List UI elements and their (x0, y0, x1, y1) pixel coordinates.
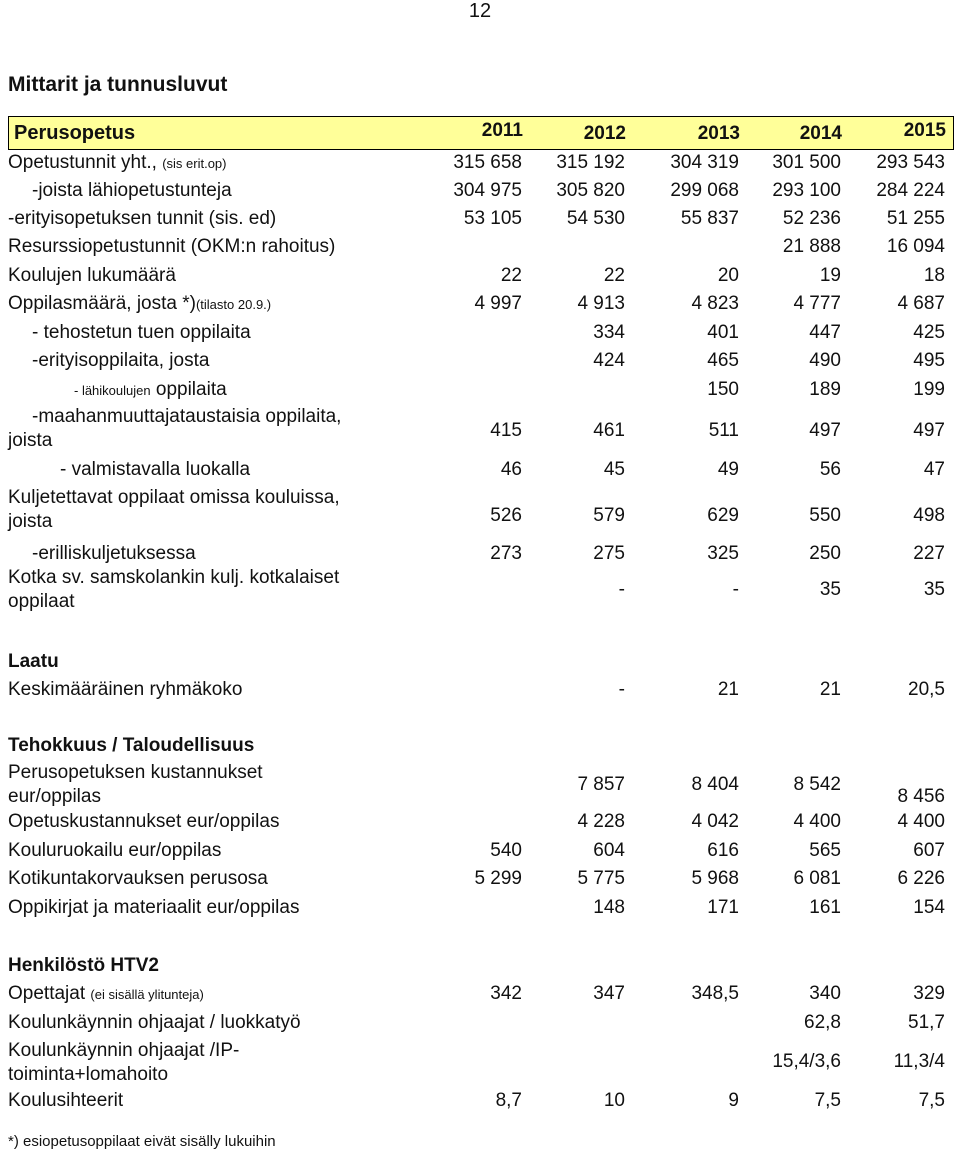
henkilosto-section (8, 953, 952, 1116)
cell: 8 456 (897, 786, 945, 807)
year-2013: 2013 (697, 123, 740, 144)
cell: 22 (603, 265, 625, 286)
cell: 401 (707, 322, 739, 343)
cell: 189 (809, 379, 841, 400)
table-row (8, 263, 952, 291)
row-label: Kuljetettavat oppilaat omissa kouluissa, (8, 487, 340, 508)
table-row (8, 677, 952, 705)
cell: 424 (593, 350, 625, 371)
section-title: Laatu (8, 651, 59, 672)
table-row (8, 150, 952, 178)
cell: 21 (819, 679, 841, 700)
row-label: - tehostetun tuen oppilaita (32, 322, 251, 343)
cell: 304 319 (670, 152, 739, 173)
cell: 334 (593, 322, 625, 343)
table-row (8, 320, 952, 348)
cell: 19 (819, 265, 841, 286)
cell: 10 (603, 1090, 625, 1111)
table-row (8, 981, 952, 1010)
row-label: Kouluruokailu eur/oppilas (8, 840, 222, 861)
cell: 415 (490, 420, 522, 441)
cell: 5 775 (577, 868, 625, 889)
cell: 4 228 (577, 811, 625, 832)
row-label-cont: joista (8, 511, 53, 532)
table-row (8, 234, 952, 263)
section-title-row (8, 649, 952, 677)
row-label: Oppikirjat ja materiaalit eur/oppilas (8, 897, 300, 918)
row-label: Opetustunnit yht., (sis erit.op) (8, 152, 227, 173)
cell: 7,5 (918, 1090, 945, 1111)
cell: 49 (717, 459, 739, 480)
footnote: *) esiopetusoppilaat eivät sisälly lukuihin (8, 1133, 276, 1150)
cell: 579 (593, 505, 625, 526)
table-row (8, 1088, 952, 1116)
perusopetus-table (8, 150, 952, 622)
cell: 51 255 (886, 208, 945, 229)
row-label: Kotikuntakorvauksen perusosa (8, 868, 268, 889)
cell: 21 888 (782, 236, 841, 257)
year-2014: 2014 (799, 123, 842, 144)
cell: - (732, 579, 739, 600)
cell: 11,3/4 (893, 1051, 945, 1072)
row-label: Koulunkäynnin ohjaajat / luokkatyö (8, 1012, 301, 1033)
page-title: Mittarit ja tunnusluvut (8, 73, 228, 96)
cell: 52 236 (782, 208, 841, 229)
row-label: Koulujen lukumäärä (8, 265, 176, 286)
cell: 526 (490, 505, 522, 526)
cell: 4 777 (793, 293, 841, 314)
cell: 497 (809, 420, 841, 441)
cell: 22 (500, 265, 522, 286)
cell: 315 658 (453, 152, 522, 173)
cell: 497 (913, 420, 945, 441)
cell: 304 975 (453, 180, 522, 201)
cell: 250 (809, 543, 841, 564)
cell: 425 (913, 322, 945, 343)
cell: 275 (593, 543, 625, 564)
row-label: Perusopetuksen kustannukset (8, 762, 263, 783)
cell: 227 (913, 543, 945, 564)
cell: 62,8 (804, 1012, 841, 1033)
cell: 604 (593, 840, 625, 861)
header-row (8, 116, 954, 150)
cell: 199 (913, 379, 945, 400)
header-label: Perusopetus (14, 122, 136, 144)
table-row (8, 809, 952, 838)
cell: 161 (809, 897, 841, 918)
row-label: Resurssiopetustunnit (OKM:n rahoitus) (8, 236, 336, 257)
cell: 20 (717, 265, 739, 286)
page-number: 12 (468, 0, 492, 22)
cell: 6 226 (897, 868, 945, 889)
cell: 315 192 (556, 152, 625, 173)
row-label: -erityisoppilaita, josta (32, 350, 210, 371)
cell: 9 (728, 1090, 739, 1111)
cell: 4 823 (691, 293, 739, 314)
year-2012: 2012 (583, 123, 626, 144)
cell: 55 837 (680, 208, 739, 229)
cell: 490 (809, 350, 841, 371)
table-row (8, 457, 952, 486)
cell: 56 (819, 459, 841, 480)
cell: 540 (490, 840, 522, 861)
cell: 616 (707, 840, 739, 861)
table-row (8, 866, 952, 895)
cell: 18 (923, 265, 945, 286)
cell: 7,5 (814, 1090, 841, 1111)
table-row (8, 1038, 952, 1088)
cell: - (618, 679, 625, 700)
cell: 6 081 (793, 868, 841, 889)
row-label: -maahanmuuttajataustaisia oppilaita, (32, 406, 342, 427)
row-label-cont: oppilaat (8, 591, 75, 612)
tehokkuus-section (8, 733, 952, 923)
cell: 8 542 (793, 774, 841, 795)
cell: 35 (819, 579, 841, 600)
cell: 46 (500, 459, 522, 480)
row-label: Koulunkäynnin ohjaajat /IP- (8, 1040, 240, 1061)
cell: 154 (913, 897, 945, 918)
cell: 15,4/3,6 (772, 1051, 841, 1072)
cell: 461 (593, 420, 625, 441)
table-row (8, 348, 952, 377)
cell: 4 400 (793, 811, 841, 832)
table-row (8, 377, 952, 405)
cell: 53 105 (463, 208, 522, 229)
row-label: Opetuskustannukset eur/oppilas (8, 811, 280, 832)
cell: 51,7 (908, 1012, 945, 1033)
section-title: Henkilöstö HTV2 (8, 955, 159, 976)
table-row (8, 206, 952, 234)
perusopetus-header (8, 116, 952, 150)
row-label-cont: eur/oppilas (8, 786, 101, 807)
row-label-cont: toiminta+lomahoito (8, 1064, 169, 1085)
cell: 293 543 (876, 152, 945, 173)
table-row (8, 567, 952, 622)
cell: 511 (708, 420, 739, 441)
cell: 305 820 (556, 180, 625, 201)
cell: 498 (913, 505, 945, 526)
cell: 348,5 (691, 983, 739, 1004)
row-label: Oppilasmäärä, josta *)(tilasto 20.9.) (8, 293, 272, 314)
cell: 550 (809, 505, 841, 526)
table-row (8, 486, 952, 541)
cell: 20,5 (908, 679, 945, 700)
row-label: Kotka sv. samskolankin kulj. kotkalaiset (8, 567, 340, 588)
cell: 293 100 (772, 180, 841, 201)
row-label: - valmistavalla luokalla (60, 459, 251, 480)
cell: 150 (707, 379, 739, 400)
table-row (8, 178, 952, 206)
cell: 5 299 (474, 868, 522, 889)
cell: 8 404 (691, 774, 739, 795)
cell: 45 (603, 459, 625, 480)
cell: 301 500 (772, 152, 841, 173)
cell: 21 (717, 679, 739, 700)
cell: 16 094 (886, 236, 945, 257)
cell: 148 (593, 897, 625, 918)
row-label: -erilliskuljetuksessa (32, 543, 196, 564)
cell: 340 (809, 983, 841, 1004)
cell: 5 968 (691, 868, 739, 889)
cell: 4 400 (897, 811, 945, 832)
cell: 629 (707, 505, 739, 526)
cell: 4 687 (897, 293, 945, 314)
year-2015: 2015 (903, 120, 946, 141)
table-row (8, 761, 952, 809)
row-label: - lähikoulujen oppilaita (74, 379, 227, 400)
row-label: -erityisopetuksen tunnit (sis. ed) (8, 208, 277, 229)
cell: 465 (707, 350, 739, 371)
row-label: Koulusihteerit (8, 1090, 124, 1111)
row-label: -joista lähiopetustunteja (32, 180, 232, 201)
table-row (8, 838, 952, 866)
cell: 171 (707, 897, 739, 918)
cell: 35 (923, 579, 945, 600)
table-row (8, 405, 952, 457)
section-title-row (8, 953, 952, 981)
cell: 447 (809, 322, 841, 343)
table-row (8, 895, 952, 923)
cell: 495 (913, 350, 945, 371)
cell: 47 (923, 459, 945, 480)
cell: 565 (809, 840, 841, 861)
section-title-row (8, 733, 952, 761)
cell: 325 (707, 543, 739, 564)
cell: 4 913 (577, 293, 625, 314)
cell: 7 857 (577, 774, 625, 795)
cell: 329 (913, 983, 945, 1004)
cell: 284 224 (876, 180, 945, 201)
cell: 342 (490, 983, 522, 1004)
laatu-section (8, 649, 952, 705)
table-row (8, 291, 952, 320)
section-title: Tehokkuus / Taloudellisuus (8, 735, 255, 756)
cell: 4 997 (474, 293, 522, 314)
cell: 347 (593, 983, 625, 1004)
cell: 54 530 (566, 208, 625, 229)
table-row (8, 1010, 952, 1038)
row-label-cont: joista (8, 430, 53, 451)
cell: 299 068 (670, 180, 739, 201)
row-label: Keskimääräinen ryhmäkoko (8, 679, 243, 700)
row-label: Opettajat (ei sisällä ylitunteja) (8, 983, 204, 1004)
cell: 273 (490, 543, 522, 564)
cell: 8,7 (495, 1090, 522, 1111)
year-2011: 2011 (481, 120, 523, 141)
cell: - (618, 579, 625, 600)
cell: 4 042 (691, 811, 739, 832)
cell: 607 (913, 840, 945, 861)
